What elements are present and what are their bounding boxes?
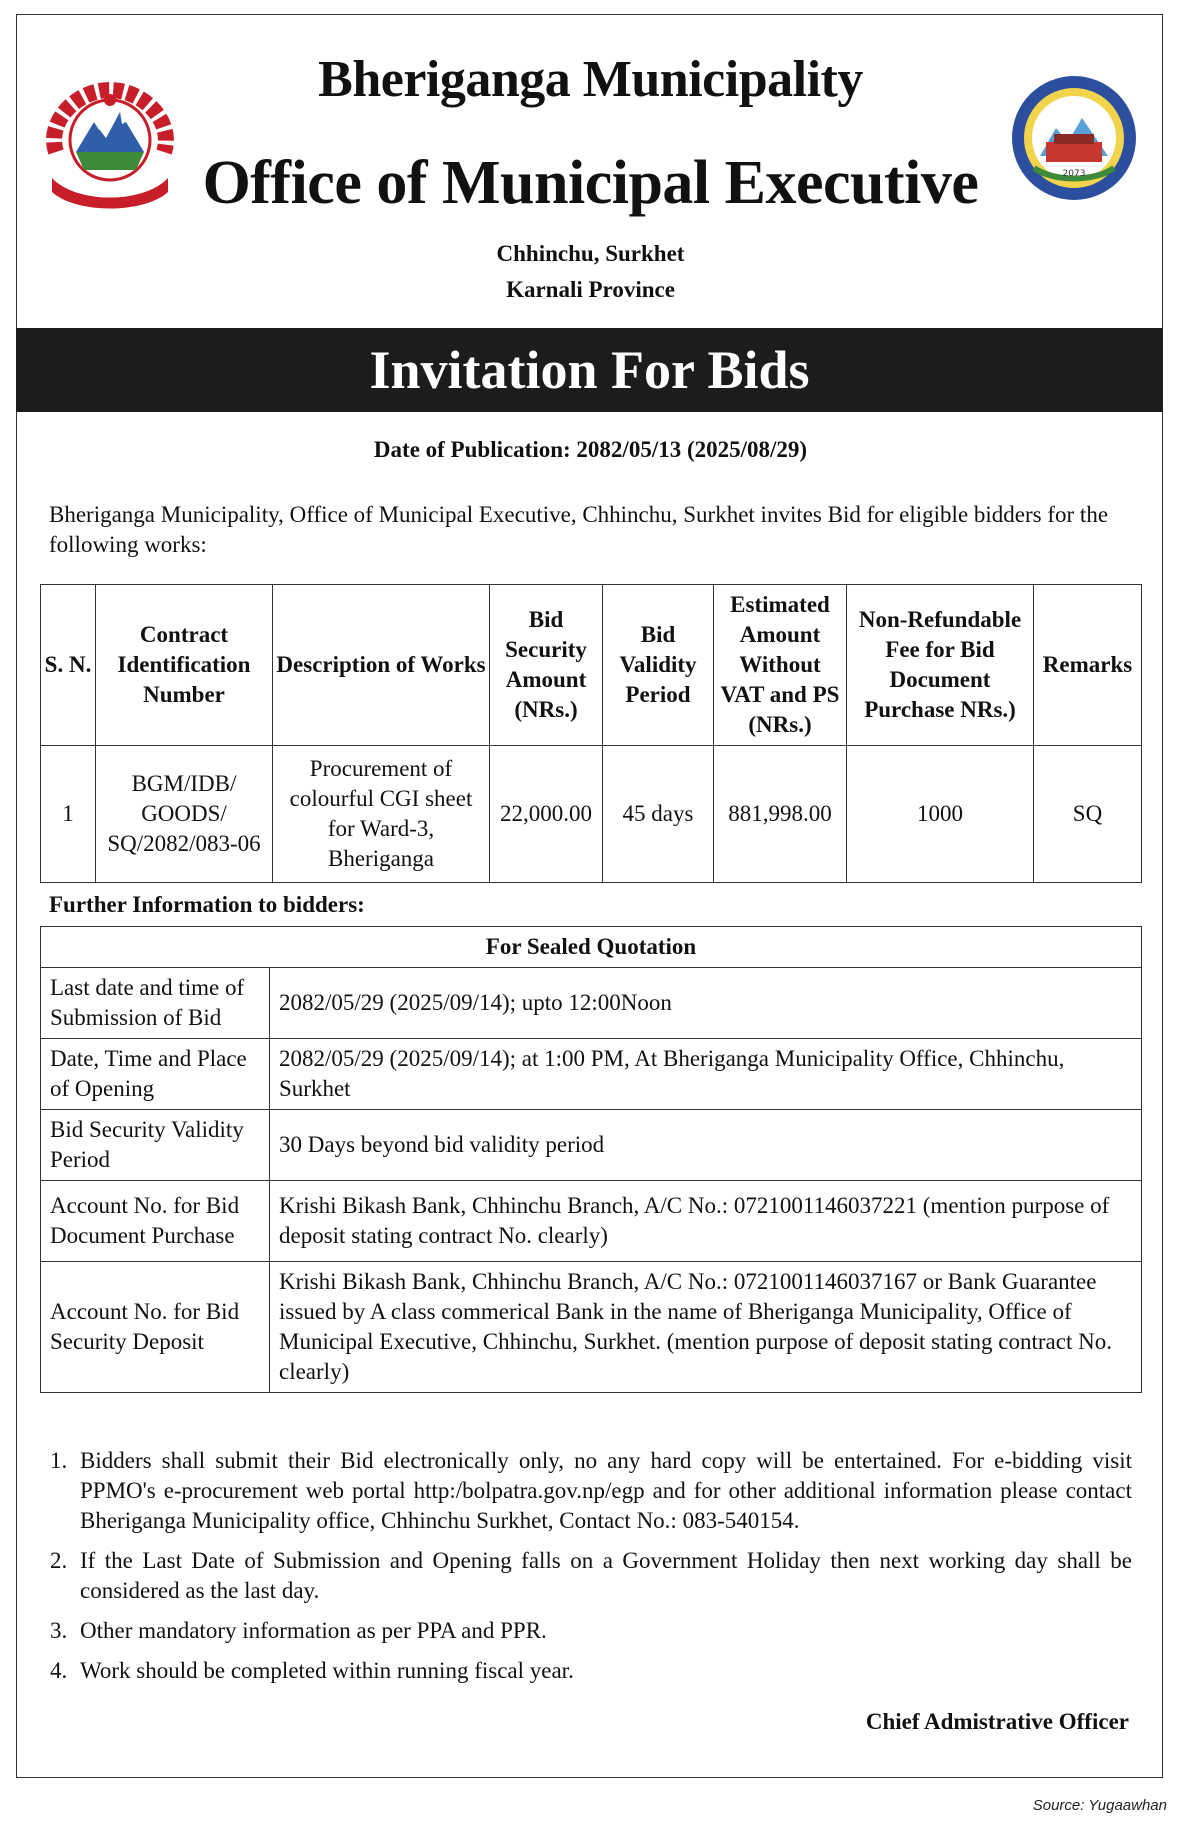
note-text: Other mandatory information as per PPA and PPR. bbox=[80, 1618, 547, 1643]
office-title: Office of Municipal Executive bbox=[202, 149, 979, 217]
table-row bbox=[41, 968, 1142, 1039]
note-number: 1. bbox=[50, 1448, 68, 1473]
info-label: Account No. for Bid Document Purchase bbox=[41, 1181, 270, 1262]
header-fee: Non-Refundable Fee for Bid Document Purchase NRs.) bbox=[847, 585, 1034, 746]
cell-contract-id: BGM/IDB/ GOODS/ SQ/2082/083-06 bbox=[96, 746, 273, 883]
publication-date: Date of Publication: 2082/05/13 (2025/08/29) bbox=[373, 437, 808, 462]
table-row bbox=[41, 1181, 1142, 1262]
further-info-table bbox=[40, 926, 1142, 1393]
note-number: 3. bbox=[50, 1618, 68, 1643]
bid-table-header bbox=[41, 585, 1142, 746]
info-value: 2082/05/29 (2025/09/14); upto 12:00Noon bbox=[270, 968, 1142, 1039]
address-line-2: Karnali Province bbox=[506, 277, 675, 302]
info-label: Bid Security Validity Period bbox=[41, 1110, 270, 1181]
table-row bbox=[41, 746, 1142, 883]
cell-description: Procurement of colourful CGI sheet for Ward-3, Bheriganga bbox=[273, 746, 490, 883]
info-value: 30 Days beyond bid validity period bbox=[270, 1110, 1142, 1181]
signature-title: Chief Admistrative Officer bbox=[865, 1709, 1129, 1734]
further-info-title-row bbox=[41, 927, 1142, 968]
bid-table bbox=[40, 584, 1142, 883]
header-sn: S. N. bbox=[41, 585, 96, 746]
info-value: Krishi Bikash Bank, Chhinchu Branch, A/C No.: 0721001146037167 or Bank Guarantee issued by A class commerical Bank in the name of Bheriganga Municipality, Office of Municipal Executive, Chhinchu, Surkhet. (mention purpose of deposit stating contract No. clearly) bbox=[270, 1262, 1142, 1393]
seal-year: 2073 bbox=[1062, 169, 1086, 179]
cell-sn: 1 bbox=[41, 746, 96, 883]
table-row bbox=[41, 1039, 1142, 1110]
info-label: Date, Time and Place of Opening bbox=[41, 1039, 270, 1110]
header-contract-id: Contract Identification Number bbox=[96, 585, 273, 746]
municipality-title: Bheriganga Municipality bbox=[318, 51, 863, 108]
info-value: Krishi Bikash Bank, Chhinchu Branch, A/C No.: 0721001146037221 (mention purpose of deposit stating contract No. clearly) bbox=[270, 1181, 1142, 1262]
info-label: Account No. for Bid Security Deposit bbox=[41, 1262, 270, 1393]
list-item bbox=[50, 1616, 1132, 1646]
cell-fee: 1000 bbox=[847, 746, 1034, 883]
source-credit: Source: Yugaawhan bbox=[1032, 1797, 1167, 1814]
info-label: Last date and time of Submission of Bid bbox=[41, 968, 270, 1039]
notes-list bbox=[50, 1446, 1132, 1696]
note-number: 2. bbox=[50, 1548, 68, 1573]
note-number: 4. bbox=[50, 1658, 68, 1683]
header-description: Description of Works bbox=[273, 585, 490, 746]
table-row bbox=[41, 1110, 1142, 1181]
info-value: 2082/05/29 (2025/09/14); at 1:00 PM, At Bheriganga Municipality Office, Chhinchu, Surkhet bbox=[270, 1039, 1142, 1110]
further-info-table-title: For Sealed Quotation bbox=[41, 927, 1142, 968]
header-validity: Bid Validity Period bbox=[603, 585, 714, 746]
cell-bid-security: 22,000.00 bbox=[490, 746, 603, 883]
cell-validity: 45 days bbox=[603, 746, 714, 883]
note-text: Work should be completed within running fiscal year. bbox=[80, 1658, 574, 1683]
table-row bbox=[41, 1262, 1142, 1393]
list-item bbox=[50, 1656, 1132, 1686]
further-info-heading: Further Information to bidders: bbox=[49, 892, 365, 917]
header-remarks: Remarks bbox=[1034, 585, 1142, 746]
header-estimate: Estimated Amount Without VAT and PS (NRs.) bbox=[714, 585, 847, 746]
note-text: If the Last Date of Submission and Opening falls on a Government Holiday then next working day shall be considered as the last day. bbox=[80, 1548, 1132, 1603]
title-banner: Invitation For Bids bbox=[16, 328, 1163, 412]
note-text: Bidders shall submit their Bid electronically only, no any hard copy will be entertained. For e-bidding visit PPMO's e-procurement web portal http:/bolpatra.gov.np/egp and for other additional information please contact Bheriganga Municipality office, Chhinchu Surkhet, Contact No.: 083-540154. bbox=[80, 1448, 1132, 1533]
list-item bbox=[50, 1546, 1132, 1606]
header-bid-security: Bid Security Amount (NRs.) bbox=[490, 585, 603, 746]
address-line-1: Chhinchu, Surkhet bbox=[496, 241, 685, 266]
intro-paragraph: Bheriganga Municipality, Office of Municipal Executive, Chhinchu, Surkhet invites Bid for eligible bidders for the following works: bbox=[49, 502, 1109, 557]
cell-estimate: 881,998.00 bbox=[714, 746, 847, 883]
cell-remarks: SQ bbox=[1034, 746, 1142, 883]
list-item bbox=[50, 1446, 1132, 1536]
